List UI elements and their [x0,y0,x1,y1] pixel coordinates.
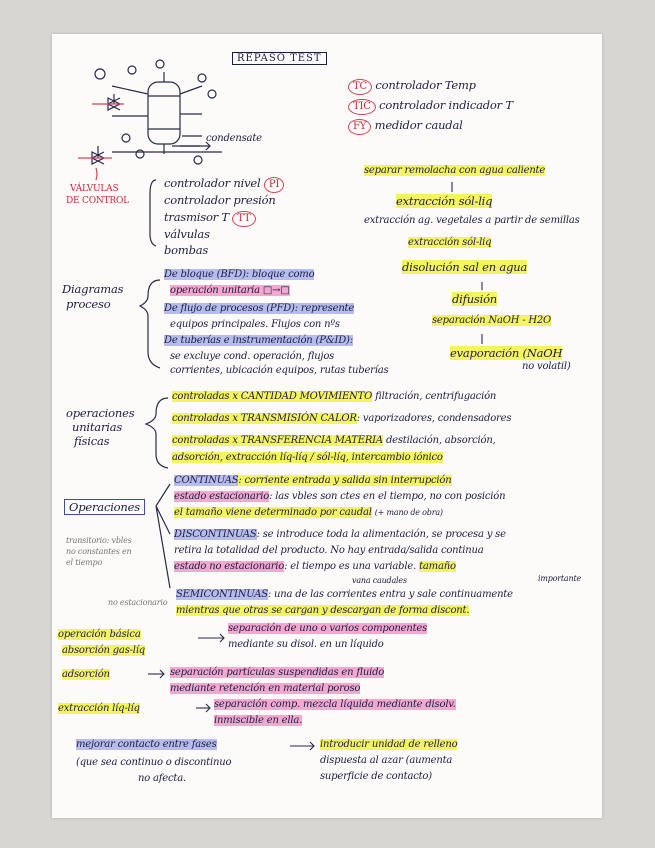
continuas-line: CONTINUAS: corriente entrada y salida sin interrupción [174,475,452,486]
valves-label-line1: VÁLVULAS [70,184,119,194]
instrument-item: válvulas [164,227,210,241]
semicontinuas-line: SEMICONTINUAS: una de las corrientes entra y sale continuamente [176,589,513,600]
side-note: el tiempo [66,558,103,567]
process-diagram-sketch [92,60,222,164]
example-item: disolución sal en agua [402,260,528,274]
legend-text: controlador indicador T [379,98,513,112]
instrument-text: trasmisor T [164,210,229,224]
diagram-item: De bloque (BFD): bloque como [164,269,315,280]
example-item: extracción ag. vegetales a partir de semillas [364,215,580,226]
example-item: extracción sól-liq [408,237,492,248]
page-title: REPASO TEST [232,52,327,65]
definition-term: extracción líq-líq [58,703,140,714]
side-note: no estacionario [108,598,168,607]
discontinuas-line: estado no estacionario: el tiempo es una variable. tamaño [174,561,456,572]
tt-symbol-icon: TT [232,211,255,227]
instrument-item: bombas [164,243,209,257]
definition-text: inmiscible en ella. [214,715,303,726]
definition-text: separación partículas suspendidas en fluido [170,667,385,678]
continuas-line: el tamaño viene determinado por caudal (+ mano de obra) [174,507,443,518]
diagramas-brace [140,280,160,368]
pi-symbol-icon: PI [264,177,284,193]
final-right: superficie de contacto) [320,771,432,782]
legend-row-tc [348,78,476,95]
tic-symbol-icon: TIC [348,99,376,115]
notes-page [52,34,602,818]
diagramas-label-line2: proceso [66,297,111,311]
fy-symbol-icon: FY [348,119,371,135]
definition-text: separación de uno o varios componentes [228,623,428,634]
definition-text: separación comp. mezcla líquida mediante disolv. [214,699,456,710]
example-item: no volatil) [522,361,571,372]
example-item: evaporación (NaOH [450,346,563,360]
final-right: introducir unidad de relleno [320,739,458,750]
side-note: no constantes en [66,547,132,556]
diagram-item: operación unitaria □→□ [170,285,290,296]
legend-row-fy [348,118,463,135]
diagramas-label-line1: Diagramas [62,282,124,296]
diagram-item: corrientes, ubicación equipos, rutas tuberías [170,365,389,376]
diagram-item: se excluye cond. operación, flujos [170,351,335,362]
instrument-list-bracket [150,180,156,246]
valves-label-line2: DE CONTROL [66,196,129,206]
op-unit-label-line3: físicas [74,434,110,448]
op-unit-item: controladas x TRANSMISIÓN CALOR: vaporizadores, condensadores [172,413,512,424]
op-unit-label-line1: operaciones [66,406,135,420]
definition-text: mediante su disol. en un líquido [228,639,384,650]
example-item: separación NaOH - H2O [432,315,552,326]
instrument-item: controlador presión [164,193,276,207]
example-item: extracción sól-liq [396,194,493,208]
diagram-item: De flujo de procesos (PFD): represente [164,303,355,314]
operaciones-label-wrap [64,500,145,514]
op-unit-item: adsorción, extracción líq-líq / sól-líq, intercambio iónico [172,452,443,463]
definition-term: adsorción [62,669,110,680]
op-unit-item: controladas x CANTIDAD MOVIMIENTO filtración, centrifugación [172,391,497,402]
note-importante: importante [538,574,581,583]
diagram-item: equipos principales. Flujos con nºs [170,319,340,330]
instrument-item [164,176,284,193]
definition-term: absorción gas-líq [62,645,146,656]
tc-symbol-icon: TC [348,79,372,95]
operaciones-unitarias-brace [146,398,168,468]
note-caudales: vana caudales [352,576,407,585]
definition-text: mediante retención en material poroso [170,683,361,694]
semicontinuas-line: mientras que otras se cargan y descargan de forma discont. [176,605,470,616]
op-unit-item: controladas x TRANSFERENCIA MATERIA destilación, absorción, [172,435,496,446]
legend-row-tic [348,98,513,115]
op-unit-label-line2: unitarias [72,420,123,434]
condensate-label: condensate [206,133,262,144]
side-note: transitorio: vbles [66,536,132,545]
discontinuas-line: retira la totalidad del producto. No hay entrada/salida continua [174,545,484,556]
example-item: difusión [452,292,498,306]
final-left: (que sea continuo o discontinuo [76,757,232,768]
instrument-text: controlador nivel [164,176,261,190]
operaciones-brace [156,484,170,588]
example-item: separar remolacha con agua caliente [364,165,546,176]
final-left: no afecta. [138,773,186,784]
definition-term: operación básica [58,629,141,640]
discontinuas-line: DISCONTINUAS: se introduce toda la alimentación, se procesa y se [174,529,506,540]
legend-text: controlador Temp [375,78,476,92]
final-left: mejorar contacto entre fases [76,739,217,750]
legend-text: medidor caudal [374,118,463,132]
operaciones-label: Operaciones [64,499,145,515]
diagram-item: De tuberías e instrumentación (P&ID): [164,335,353,346]
final-right: dispuesta al azar (aumenta [320,755,453,766]
continuas-line: estado estacionario: las vbles son ctes en el tiempo, no con posición [174,491,506,502]
instrument-item [164,210,256,227]
